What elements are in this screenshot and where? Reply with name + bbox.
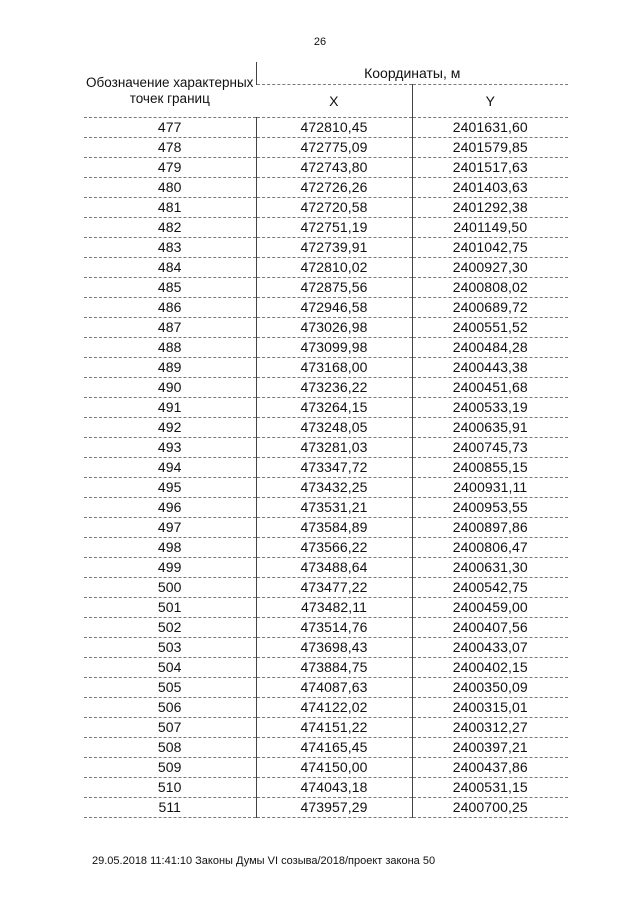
y-coordinate-cell: 2400451,68 [412, 378, 568, 398]
y-coordinate-cell: 2400551,52 [412, 318, 568, 338]
table-row [84, 398, 568, 418]
point-id-cell: 501 [84, 598, 256, 618]
point-id-cell: 479 [84, 158, 256, 178]
x-coordinate-cell: 474165,45 [256, 738, 412, 758]
table-row [84, 718, 568, 738]
point-id-cell: 485 [84, 278, 256, 298]
point-id-cell: 480 [84, 178, 256, 198]
point-id-cell: 502 [84, 618, 256, 638]
x-coordinate-cell: 474122,02 [256, 698, 412, 718]
table-row [84, 318, 568, 338]
x-coordinate-cell: 473236,22 [256, 378, 412, 398]
header-coordinates: Координаты, м [256, 62, 568, 85]
y-coordinate-cell: 2400443,38 [412, 358, 568, 378]
y-coordinate-cell: 2400533,19 [412, 398, 568, 418]
x-coordinate-cell: 473698,43 [256, 638, 412, 658]
y-coordinate-cell: 2400397,21 [412, 738, 568, 758]
y-coordinate-cell: 2400484,28 [412, 338, 568, 358]
x-coordinate-cell: 473099,98 [256, 338, 412, 358]
y-coordinate-cell: 2401292,38 [412, 198, 568, 218]
table-row [84, 418, 568, 438]
y-coordinate-cell: 2401579,85 [412, 138, 568, 158]
table-row [84, 578, 568, 598]
point-id-cell: 495 [84, 478, 256, 498]
table-row [84, 538, 568, 558]
x-coordinate-cell: 473884,75 [256, 658, 412, 678]
x-coordinate-cell: 473566,22 [256, 538, 412, 558]
table-row [84, 438, 568, 458]
table-row [84, 278, 568, 298]
y-coordinate-cell: 2401403,63 [412, 178, 568, 198]
y-coordinate-cell: 2400312,27 [412, 718, 568, 738]
x-coordinate-cell: 472743,80 [256, 158, 412, 178]
x-coordinate-cell: 473531,21 [256, 498, 412, 518]
table-row [84, 378, 568, 398]
table-row [84, 778, 568, 798]
y-coordinate-cell: 2401631,60 [412, 118, 568, 138]
x-coordinate-cell: 474150,00 [256, 758, 412, 778]
point-id-cell: 507 [84, 718, 256, 738]
y-coordinate-cell: 2400745,73 [412, 438, 568, 458]
table-row [84, 338, 568, 358]
y-coordinate-cell: 2400350,09 [412, 678, 568, 698]
x-coordinate-cell: 472810,45 [256, 118, 412, 138]
y-coordinate-cell: 2400808,02 [412, 278, 568, 298]
coordinates-table [84, 62, 568, 818]
x-coordinate-cell: 472875,56 [256, 278, 412, 298]
table-row [84, 558, 568, 578]
x-coordinate-cell: 474151,22 [256, 718, 412, 738]
point-id-cell: 503 [84, 638, 256, 658]
y-coordinate-cell: 2400700,25 [412, 798, 568, 818]
point-id-cell: 505 [84, 678, 256, 698]
table-row [84, 658, 568, 678]
x-coordinate-cell: 473264,15 [256, 398, 412, 418]
x-coordinate-cell: 472775,09 [256, 138, 412, 158]
y-coordinate-cell: 2400437,86 [412, 758, 568, 778]
x-coordinate-cell: 473584,89 [256, 518, 412, 538]
point-id-cell: 509 [84, 758, 256, 778]
y-coordinate-cell: 2400459,00 [412, 598, 568, 618]
point-id-cell: 511 [84, 798, 256, 818]
table-row [84, 758, 568, 778]
y-coordinate-cell: 2400315,01 [412, 698, 568, 718]
point-id-cell: 491 [84, 398, 256, 418]
table-row [84, 638, 568, 658]
y-coordinate-cell: 2400402,15 [412, 658, 568, 678]
point-id-cell: 494 [84, 458, 256, 478]
x-coordinate-cell: 473168,00 [256, 358, 412, 378]
point-id-cell: 500 [84, 578, 256, 598]
point-id-cell: 498 [84, 538, 256, 558]
table-row [84, 798, 568, 818]
y-coordinate-cell: 2400855,15 [412, 458, 568, 478]
x-coordinate-cell: 473957,29 [256, 798, 412, 818]
x-coordinate-cell: 472739,91 [256, 238, 412, 258]
y-coordinate-cell: 2400953,55 [412, 498, 568, 518]
point-id-cell: 493 [84, 438, 256, 458]
table-row [84, 158, 568, 178]
point-id-cell: 478 [84, 138, 256, 158]
table-row [84, 178, 568, 198]
y-coordinate-cell: 2400635,91 [412, 418, 568, 438]
table-row [84, 738, 568, 758]
x-coordinate-cell: 473347,72 [256, 458, 412, 478]
header-x: X [256, 85, 412, 118]
x-coordinate-cell: 473432,25 [256, 478, 412, 498]
page-number: 26 [313, 36, 327, 48]
y-coordinate-cell: 2401042,75 [412, 238, 568, 258]
point-id-cell: 492 [84, 418, 256, 438]
y-coordinate-cell: 2400631,30 [412, 558, 568, 578]
y-coordinate-cell: 2400689,72 [412, 298, 568, 318]
x-coordinate-cell: 473026,98 [256, 318, 412, 338]
point-id-cell: 504 [84, 658, 256, 678]
point-id-cell: 484 [84, 258, 256, 278]
table-row [84, 518, 568, 538]
point-id-cell: 506 [84, 698, 256, 718]
x-coordinate-cell: 474087,63 [256, 678, 412, 698]
x-coordinate-cell: 472946,58 [256, 298, 412, 318]
table-row [84, 598, 568, 618]
point-id-cell: 496 [84, 498, 256, 518]
table-row [84, 478, 568, 498]
y-coordinate-cell: 2400897,86 [412, 518, 568, 538]
y-coordinate-cell: 2400433,07 [412, 638, 568, 658]
y-coordinate-cell: 2400931,11 [412, 478, 568, 498]
table-row [84, 258, 568, 278]
x-coordinate-cell: 473514,76 [256, 618, 412, 638]
point-id-cell: 497 [84, 518, 256, 538]
table-row [84, 698, 568, 718]
point-id-cell: 481 [84, 198, 256, 218]
point-id-cell: 486 [84, 298, 256, 318]
y-coordinate-cell: 2401149,50 [412, 218, 568, 238]
point-id-cell: 482 [84, 218, 256, 238]
table-body [84, 118, 568, 818]
table-row [84, 498, 568, 518]
point-id-cell: 510 [84, 778, 256, 798]
y-coordinate-cell: 2400806,47 [412, 538, 568, 558]
footer-stamp: 29.05.2018 11:41:10 Законы Думы VI созыва/2018/проект закона 50 [92, 855, 436, 867]
y-coordinate-cell: 2400407,56 [412, 618, 568, 638]
x-coordinate-cell: 474043,18 [256, 778, 412, 798]
header-point-name: Обозначение характерных точек границ [84, 62, 256, 118]
point-id-cell: 477 [84, 118, 256, 138]
point-id-cell: 487 [84, 318, 256, 338]
table-row [84, 298, 568, 318]
point-id-cell: 490 [84, 378, 256, 398]
x-coordinate-cell: 472726,26 [256, 178, 412, 198]
table-row [84, 238, 568, 258]
y-coordinate-cell: 2400542,75 [412, 578, 568, 598]
x-coordinate-cell: 473281,03 [256, 438, 412, 458]
x-coordinate-cell: 472751,19 [256, 218, 412, 238]
point-id-cell: 488 [84, 338, 256, 358]
x-coordinate-cell: 473488,64 [256, 558, 412, 578]
y-coordinate-cell: 2401517,63 [412, 158, 568, 178]
table-row [84, 118, 568, 138]
header-y: Y [412, 85, 568, 118]
point-id-cell: 483 [84, 238, 256, 258]
table-row [84, 138, 568, 158]
table-row [84, 198, 568, 218]
point-id-cell: 489 [84, 358, 256, 378]
x-coordinate-cell: 473477,22 [256, 578, 412, 598]
y-coordinate-cell: 2400531,15 [412, 778, 568, 798]
table-row [84, 458, 568, 478]
point-id-cell: 508 [84, 738, 256, 758]
table-row [84, 358, 568, 378]
x-coordinate-cell: 472720,58 [256, 198, 412, 218]
table-row [84, 678, 568, 698]
table-row [84, 618, 568, 638]
x-coordinate-cell: 473482,11 [256, 598, 412, 618]
table-row [84, 218, 568, 238]
y-coordinate-cell: 2400927,30 [412, 258, 568, 278]
x-coordinate-cell: 472810,02 [256, 258, 412, 278]
point-id-cell: 499 [84, 558, 256, 578]
x-coordinate-cell: 473248,05 [256, 418, 412, 438]
